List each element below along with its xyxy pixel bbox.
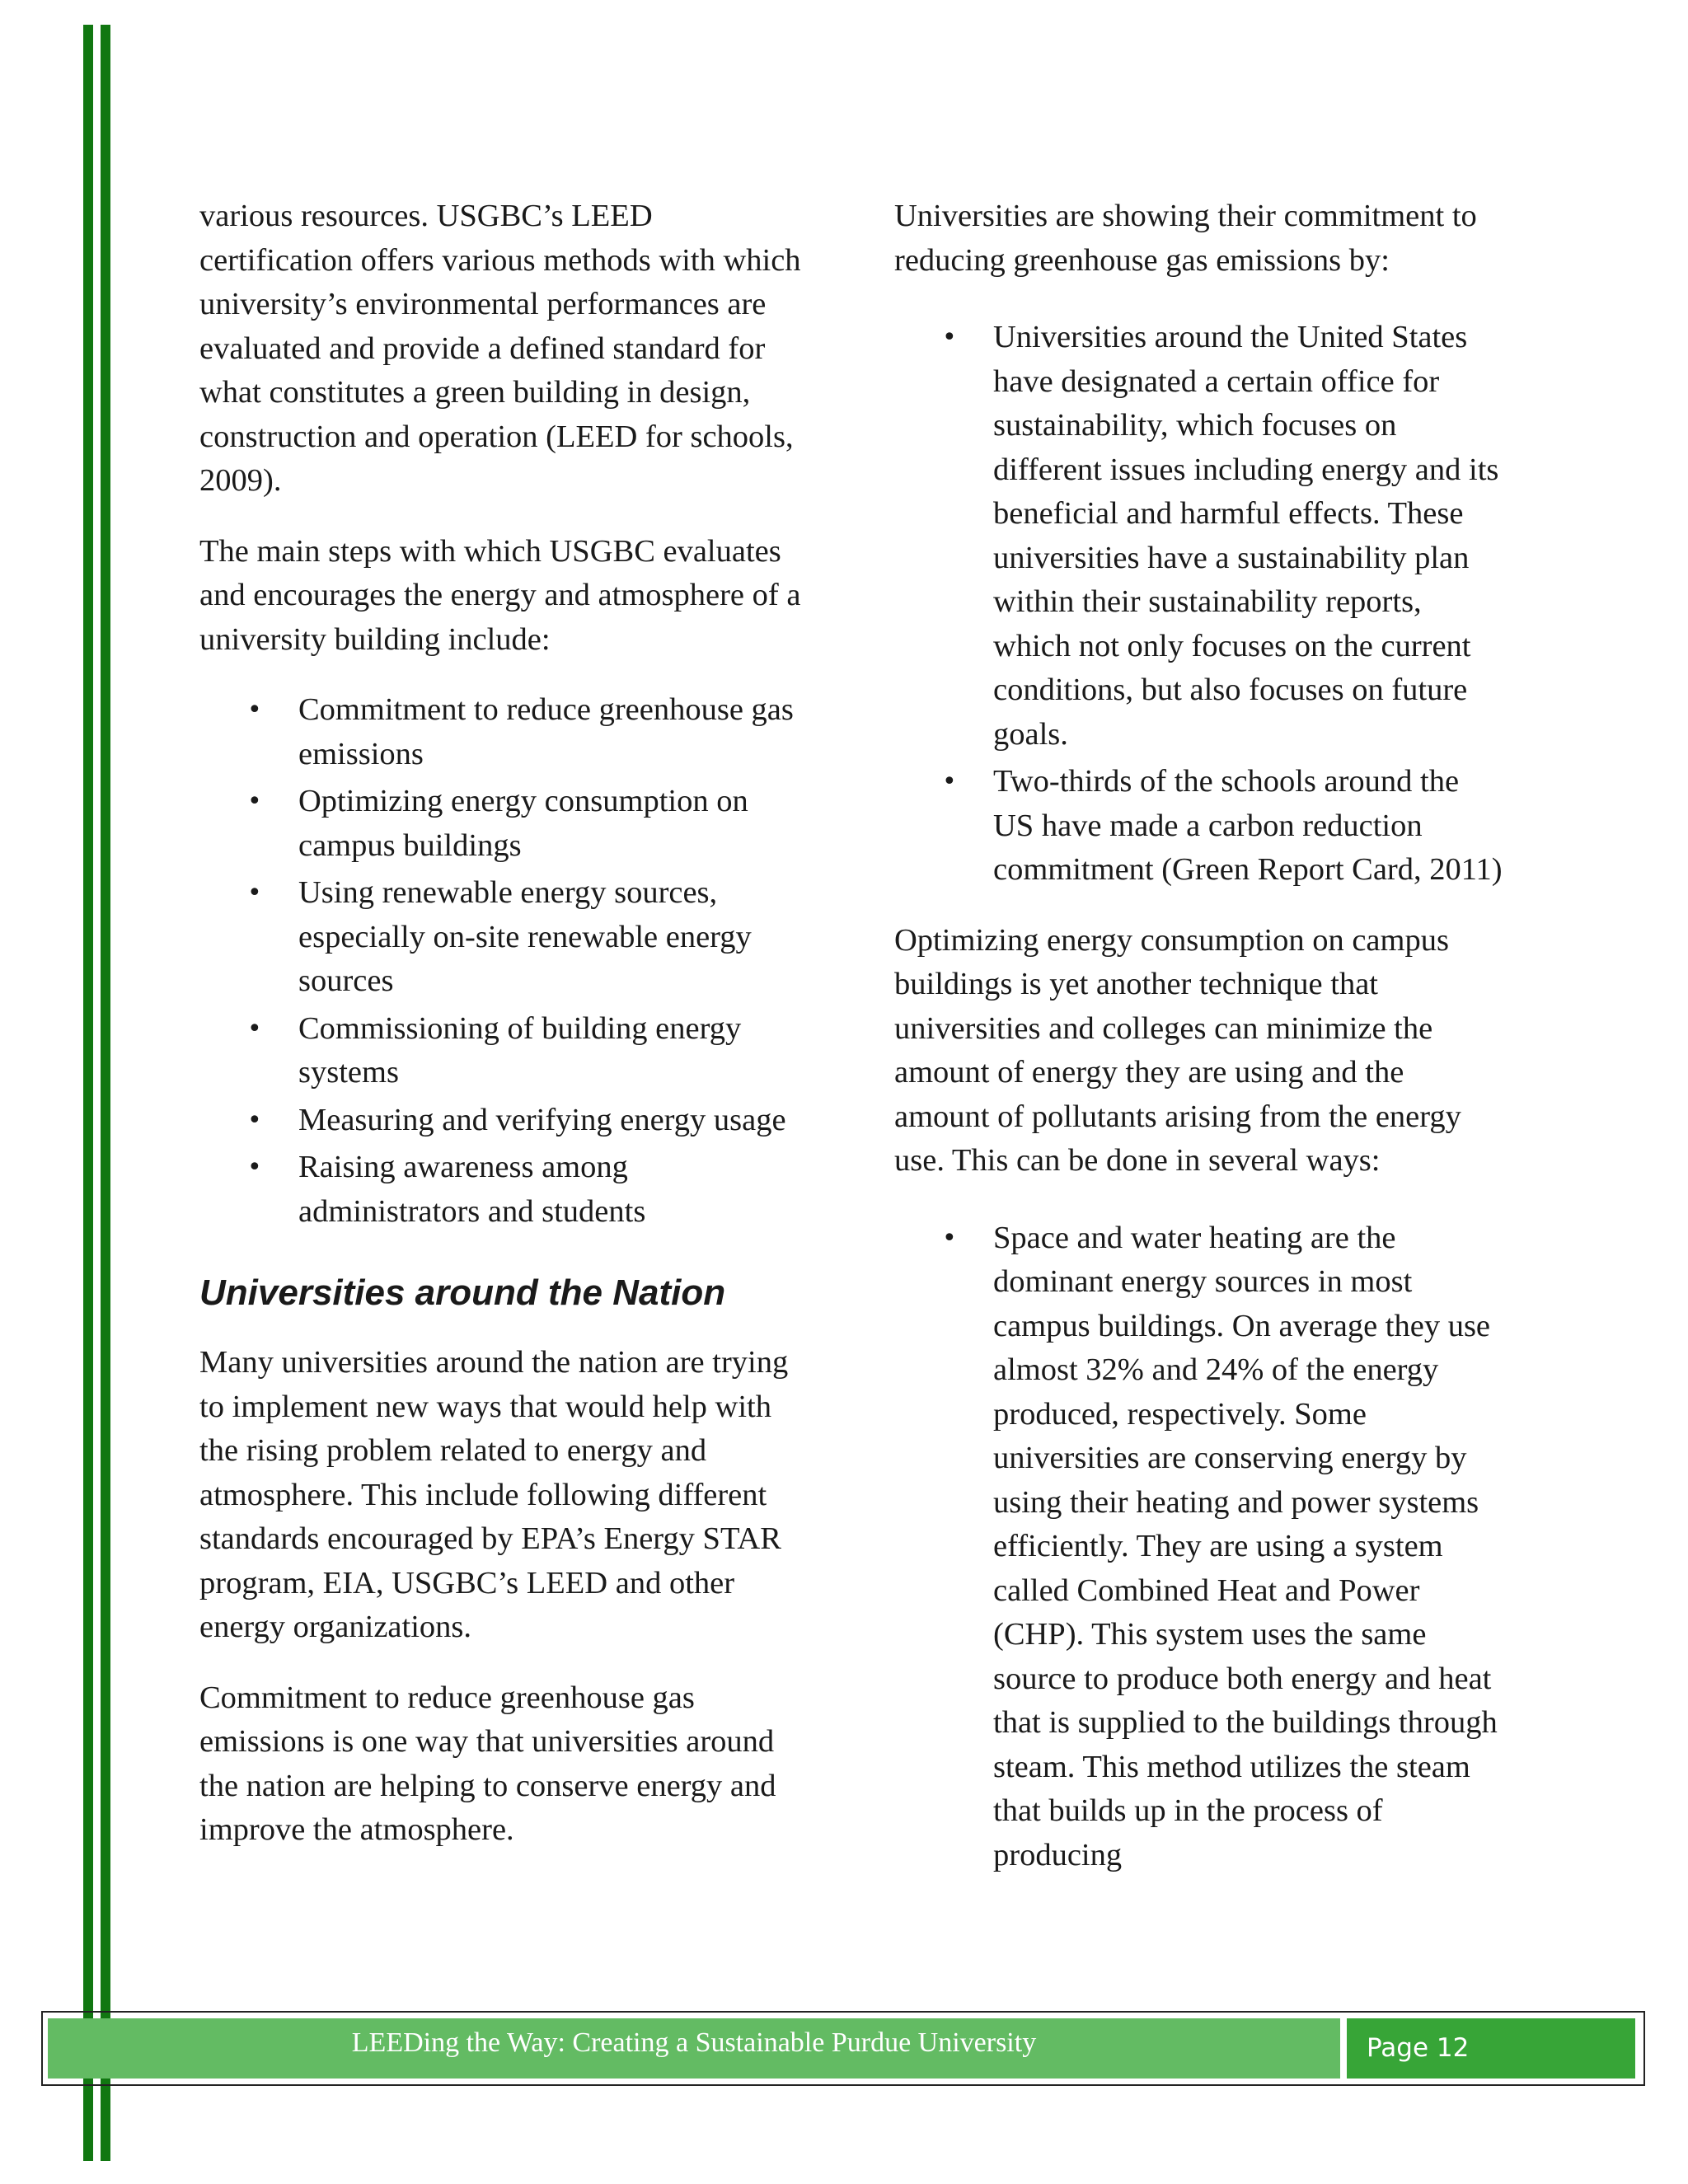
right-text-column bbox=[894, 194, 1504, 1904]
right-paragraph-2: Optimizing energy consumption on campus buildings is yet another technique that universities and colleges can minimize the amount of energy they are using and the amount of pollutants arising from the energy use. This can be done in several ways: bbox=[894, 922, 1461, 1178]
list-item: • Commissioning of building energy systems bbox=[199, 1007, 809, 1095]
list-item: • Raising awareness among administrators and students bbox=[199, 1146, 809, 1234]
left-paragraph-2: The main steps with which USGBC evaluates and encourages the energy and atmosphere of a university building include: bbox=[199, 533, 801, 657]
bullet-icon: • bbox=[247, 1105, 262, 1135]
section-heading: Universities around the Nation bbox=[199, 1272, 726, 1313]
decorative-vertical-bar-left bbox=[83, 25, 93, 2161]
list-item: • Optimizing energy consumption on campus buildings bbox=[199, 780, 809, 868]
list-item: • Measuring and verifying energy usage bbox=[199, 1099, 809, 1143]
bullet-icon: • bbox=[247, 696, 262, 724]
bullet-icon: • bbox=[247, 1153, 262, 1182]
bullet-icon: • bbox=[247, 1014, 262, 1043]
decorative-vertical-bar-right bbox=[101, 25, 110, 2161]
right-paragraph-1: Universities are showing their commitment to reducing greenhouse gas emissions by: bbox=[894, 199, 1477, 278]
list-item: • Using renewable energy sources, especially on-site renewable energy sources bbox=[199, 871, 809, 1004]
bullet-icon: • bbox=[942, 1223, 957, 1253]
page-number: Page 12 bbox=[1347, 2018, 1635, 2079]
left-text-column bbox=[199, 194, 809, 1879]
bullet-icon: • bbox=[247, 879, 262, 907]
left-paragraph-3: Many universities around the nation are trying to implement new ways that would help with the rising problem related to energy and atmosphere. This include following different standards encouraged by EPA’s Energy STAR program, EIA, USGBC’s LEED and other energy organizations. bbox=[199, 1345, 789, 1644]
energy-steps-list bbox=[199, 688, 809, 1234]
commitment-list bbox=[894, 316, 1504, 893]
bullet-icon: • bbox=[247, 787, 262, 816]
left-paragraph-4: Commitment to reduce greenhouse gas emissions is one way that universities around the nation are helping to conserve energy and improve the atmosphere. bbox=[199, 1680, 776, 1847]
list-item: • Commitment to reduce greenhouse gas emissions bbox=[199, 688, 809, 776]
list-item: • Universities around the United States have designated a certain office for sustainability, which focuses on different issues including energy and its beneficial and harmful effects. These universities have a sustainability plan within their sustainability reports, which not only focuses on the current conditions, but also focuses on future goals. bbox=[894, 316, 1504, 757]
left-paragraph-1: various resources. USGBC’s LEED certification offers various methods with which university’s environmental performances are evaluated and provide a defined standard for what constitutes a green building in design, construction and operation (LEED for schools, 2009). bbox=[199, 199, 801, 498]
energy-ways-list bbox=[894, 1216, 1504, 1878]
bullet-icon: • bbox=[942, 767, 957, 796]
list-item: • Space and water heating are the dominant energy sources in most campus buildings. On average they use almost 32% and 24% of the energy produced, respectively. Some universities are conserving energy by using their heating and power systems efficiently. They are using a system called Combined Heat and Power (CHP). This system uses the same source to produce both energy and heat that is supplied to the buildings through steam. This method utilizes the steam that builds up in the process of producing bbox=[894, 1216, 1504, 1878]
footer-title: LEEDing the Way: Creating a Sustainable Purdue University bbox=[48, 2018, 1340, 2079]
bullet-icon: • bbox=[942, 323, 957, 352]
list-item: • Two-thirds of the schools around the US have made a carbon reduction commitment (Green Report Card, 2011) bbox=[894, 760, 1504, 893]
